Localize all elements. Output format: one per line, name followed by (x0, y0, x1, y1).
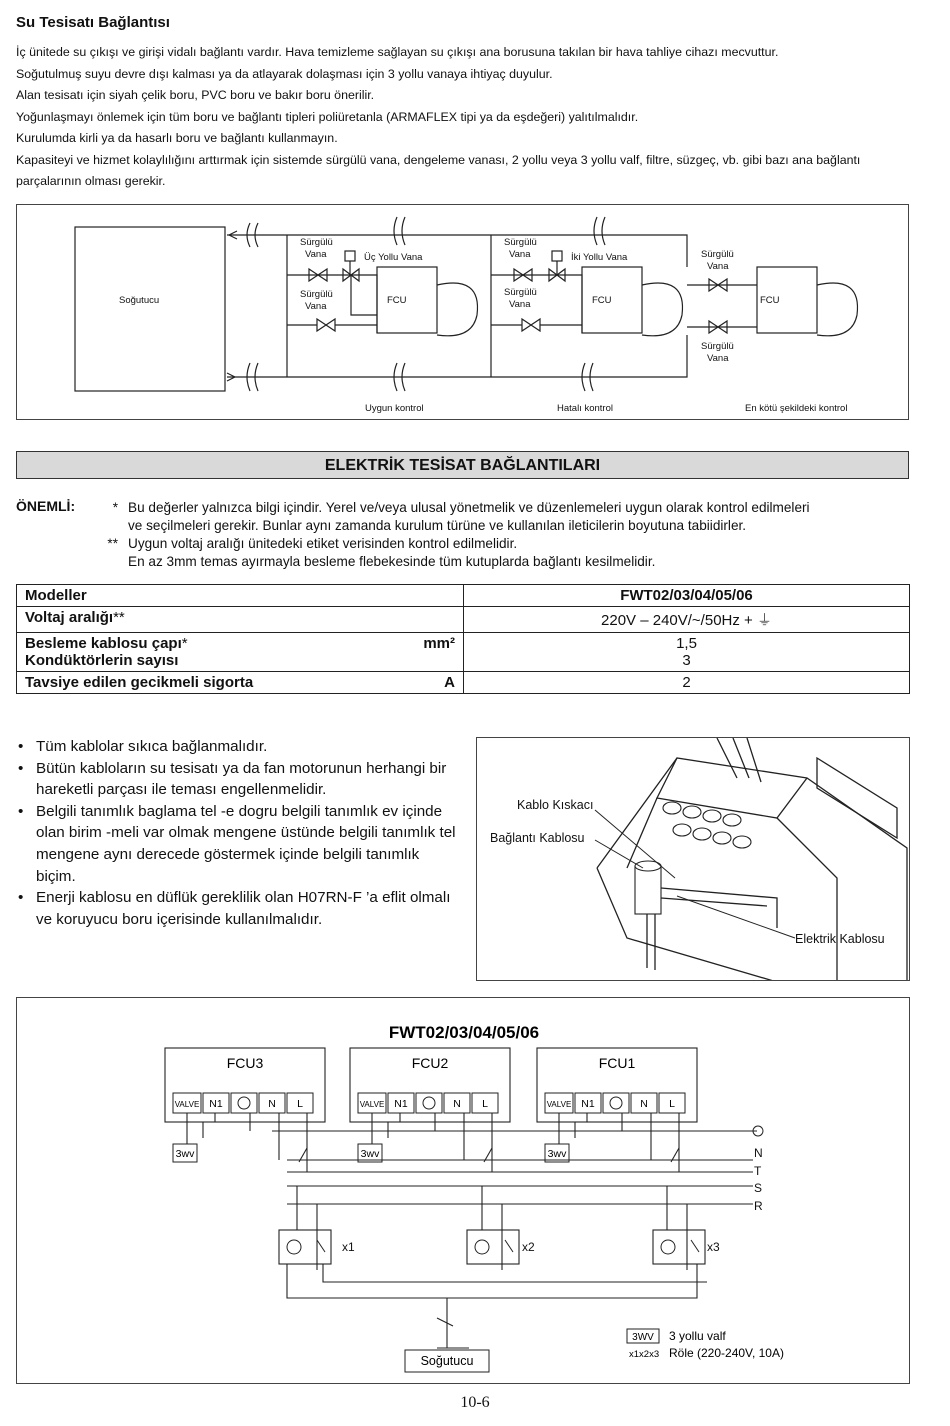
section-title-water: Su Tesisatı Bağlantısı (16, 14, 170, 31)
valve-tag: 3wv (360, 1148, 380, 1160)
line-label-t: T (754, 1164, 762, 1178)
legend-text-3wv: 3 yollu valf (669, 1329, 726, 1343)
paragraph: Soğutulmuş suyu devre dışı kalması ya da atlayarak dolaşması için 3 yollu vanaya ihtiyaç duyulur. (16, 66, 553, 81)
models-label: Modeller (17, 585, 464, 607)
list-item: • Enerji kablosu en düflük gereklilik olan H07RN-F ’a eflit olmalı ve koruyucu boru içerisinde kullanılmalıdır. (16, 887, 456, 930)
models-value: FWT02/03/04/05/06 (464, 585, 910, 607)
terminal-label: N (453, 1098, 461, 1110)
spec-table (16, 584, 910, 694)
fcu-unit (165, 1048, 325, 1172)
valve-tag: 3wv (547, 1148, 567, 1160)
terminal-label: N (268, 1098, 276, 1110)
terminal-label: N1 (209, 1098, 223, 1110)
fcu-label: FCU (760, 295, 780, 306)
gate-valve-label: Sürgülü (504, 287, 537, 298)
note-line: En az 3mm temas ayırmayla besleme flebekesinde tüm kutuplarda bağlantı kesilmelidir. (128, 554, 656, 569)
paragraph: Yoğunlaşmayı önlemek için tüm boru ve bağlantı tipleri poliüretanla (ARMAFLEX tipi ya da eşdeğeri) yalıtılmalıdır. (16, 109, 639, 124)
gate-valve-label: Sürgülü (701, 341, 734, 352)
fcu-name: FCU3 (226, 1055, 264, 1071)
list-item: • Tüm kablolar sıkıca bağlanmalıdır. (16, 736, 456, 758)
cable-unit: mm² (423, 635, 455, 652)
paragraph: İç ünitede su çıkışı ve girişi vidalı bağlantı vardır. Hava temizleme sağlayan su çıkışı ana borusuna takılan bir hava tahliye cihazı mecvuttur. (16, 45, 779, 59)
electric-cable-label: Elektrik Kablosu (795, 932, 885, 946)
gate-valve-label: Vana (707, 353, 729, 364)
terminal-label: L (669, 1098, 675, 1110)
list-item: • Bütün kabloların su tesisatı ya da fan motorunun herhangi bir hareketli parçası ile teması engellenmelidir. (16, 758, 456, 801)
wiring-title: FWT02/03/04/05/06 (388, 1023, 540, 1042)
cable-value: 1,5 (676, 635, 697, 652)
cable-clamp-label: Kablo Kıskacı (517, 798, 594, 812)
chiller-label: Soğutucu (119, 295, 160, 306)
wiring-svg (17, 998, 911, 1385)
fcu-name: FCU2 (411, 1055, 449, 1071)
fcu-label: FCU (592, 295, 612, 306)
list-item: • Belgili tanımlık baglama tel -e dogru belgili tanımlık ev içinde olan birim -meli var olmak mengene üstünde belgili tanımlık tel mengene aynı derecede göstermek içinde belgili tanımlık biçim. (16, 801, 456, 887)
terminal-label: VALVE (174, 1100, 200, 1109)
fcu-unit (537, 1048, 697, 1172)
terminal-label: N1 (581, 1098, 595, 1110)
connection-cable-label: Bağlantı Kablosu (490, 831, 585, 845)
gate-valve-label: Vana (707, 261, 729, 272)
paragraph: parçalarının olması gerekir. (16, 174, 166, 188)
terminal-label: VALVE (546, 1100, 572, 1109)
gate-valve-label: Vana (509, 249, 531, 260)
cable-label: Besleme kablosu çapı (25, 635, 182, 652)
terminal-block-illustration (476, 737, 910, 981)
page-number: 10-6 (460, 1394, 490, 1411)
paragraph: Kurulumda kirli ya da hasarlı boru ve bağlantı kullanmayın. (16, 131, 338, 145)
relay-label-x1: x1 (342, 1240, 355, 1254)
table-row (17, 633, 910, 672)
fuse-value: 2 (464, 672, 910, 694)
table-row (17, 585, 910, 607)
terminal-label: N (640, 1098, 648, 1110)
gate-valve-label: Sürgülü (701, 249, 734, 260)
worst-control-label: En kötü şekildeki kontrol (745, 403, 848, 414)
chiller-label-wiring: Soğutucu (420, 1354, 474, 1368)
fuse-label: Tavsiye edilen gecikmeli sigorta (25, 674, 254, 691)
fcu-name: FCU1 (598, 1055, 636, 1071)
terminal-label: L (482, 1098, 488, 1110)
gate-valve-label: Sürgülü (300, 289, 333, 300)
paragraph: Kapasiteyi ve hizmet kolaylılığını arttırmak için sistemde sürgülü vana, dengeleme vanası, 2 yollu veya 3 yollu valf, filtre, süzgeç, vb. gibi bazı ana bağlantı (16, 152, 861, 167)
wiring-diagram (16, 997, 910, 1384)
cable-mark: * (181, 635, 188, 652)
line-label-n: N (754, 1146, 763, 1160)
voltage-mark: ** (113, 609, 125, 626)
legend-code-3wv: 3WV (632, 1332, 654, 1343)
gate-valve-label: Sürgülü (300, 237, 333, 248)
important-label: ÖNEMLİ: (16, 498, 76, 514)
note-mark: ** (107, 536, 118, 551)
line-label-s: S (754, 1181, 763, 1195)
relay-label-x3: x3 (707, 1240, 720, 1254)
note-line: Uygun voltaj aralığı ünitedeki etiket verisinden kontrol edilmelidir. (128, 536, 518, 551)
relay-label-x2: x2 (522, 1240, 535, 1254)
piping-svg (17, 205, 910, 421)
terminal-label: L (297, 1098, 303, 1110)
section-title-electric: ELEKTRİK TESİSAT BAĞLANTILARI (16, 451, 909, 479)
table-row (17, 607, 910, 633)
note-mark: * (112, 500, 118, 515)
two-way-label: İki Yollu Vana (571, 252, 628, 263)
table-row (17, 672, 910, 694)
legend-code-relays: x1x2x3 (629, 1349, 660, 1360)
line-label-r: R (754, 1199, 763, 1213)
valve-tag: 3wv (175, 1148, 195, 1160)
legend-text-relays: Röle (220-240V, 10A) (669, 1346, 784, 1360)
paragraph: Alan tesisatı için siyah çelik boru, PVC boru ve bakır boru önerilir. (16, 88, 375, 102)
conductor-label: Kondüktörlerin sayısı (25, 652, 179, 669)
voltage-label: Voltaj aralığı (25, 609, 114, 626)
conductor-value: 3 (682, 652, 691, 669)
good-control-label: Uygun kontrol (365, 403, 424, 414)
gate-valve-label: Vana (305, 249, 327, 260)
note-line: ve seçilmeleri gerekir. Bunlar aynı zamanda kurulum türüne ve kullanılan ileticilerin boyutuna tabiidirler. (128, 518, 747, 533)
gate-valve-label: Sürgülü (504, 237, 537, 248)
three-way-label: Üç Yollu Vana (364, 252, 423, 263)
terminal-label: N1 (394, 1098, 408, 1110)
gate-valve-label: Vana (509, 299, 531, 310)
fcu-label: FCU (387, 295, 407, 306)
note-line: Bu değerler yalnızca bilgi içindir. Yerel ve/veya ulusal yönetmelik ve düzenlemeleri uygun olarak kontrol edilmeleri (128, 500, 810, 515)
gate-valve-label: Vana (305, 301, 327, 312)
voltage-value: 220V – 240V/~/50Hz + ⏚ (464, 607, 910, 633)
piping-diagram (16, 204, 909, 420)
bad-control-label: Hatalı kontrol (557, 403, 613, 414)
terminal-label: VALVE (359, 1100, 385, 1109)
wiring-notes-list (16, 736, 456, 930)
water-intro-text (16, 42, 936, 193)
fcu-unit (350, 1048, 510, 1172)
fuse-unit: A (444, 674, 455, 691)
